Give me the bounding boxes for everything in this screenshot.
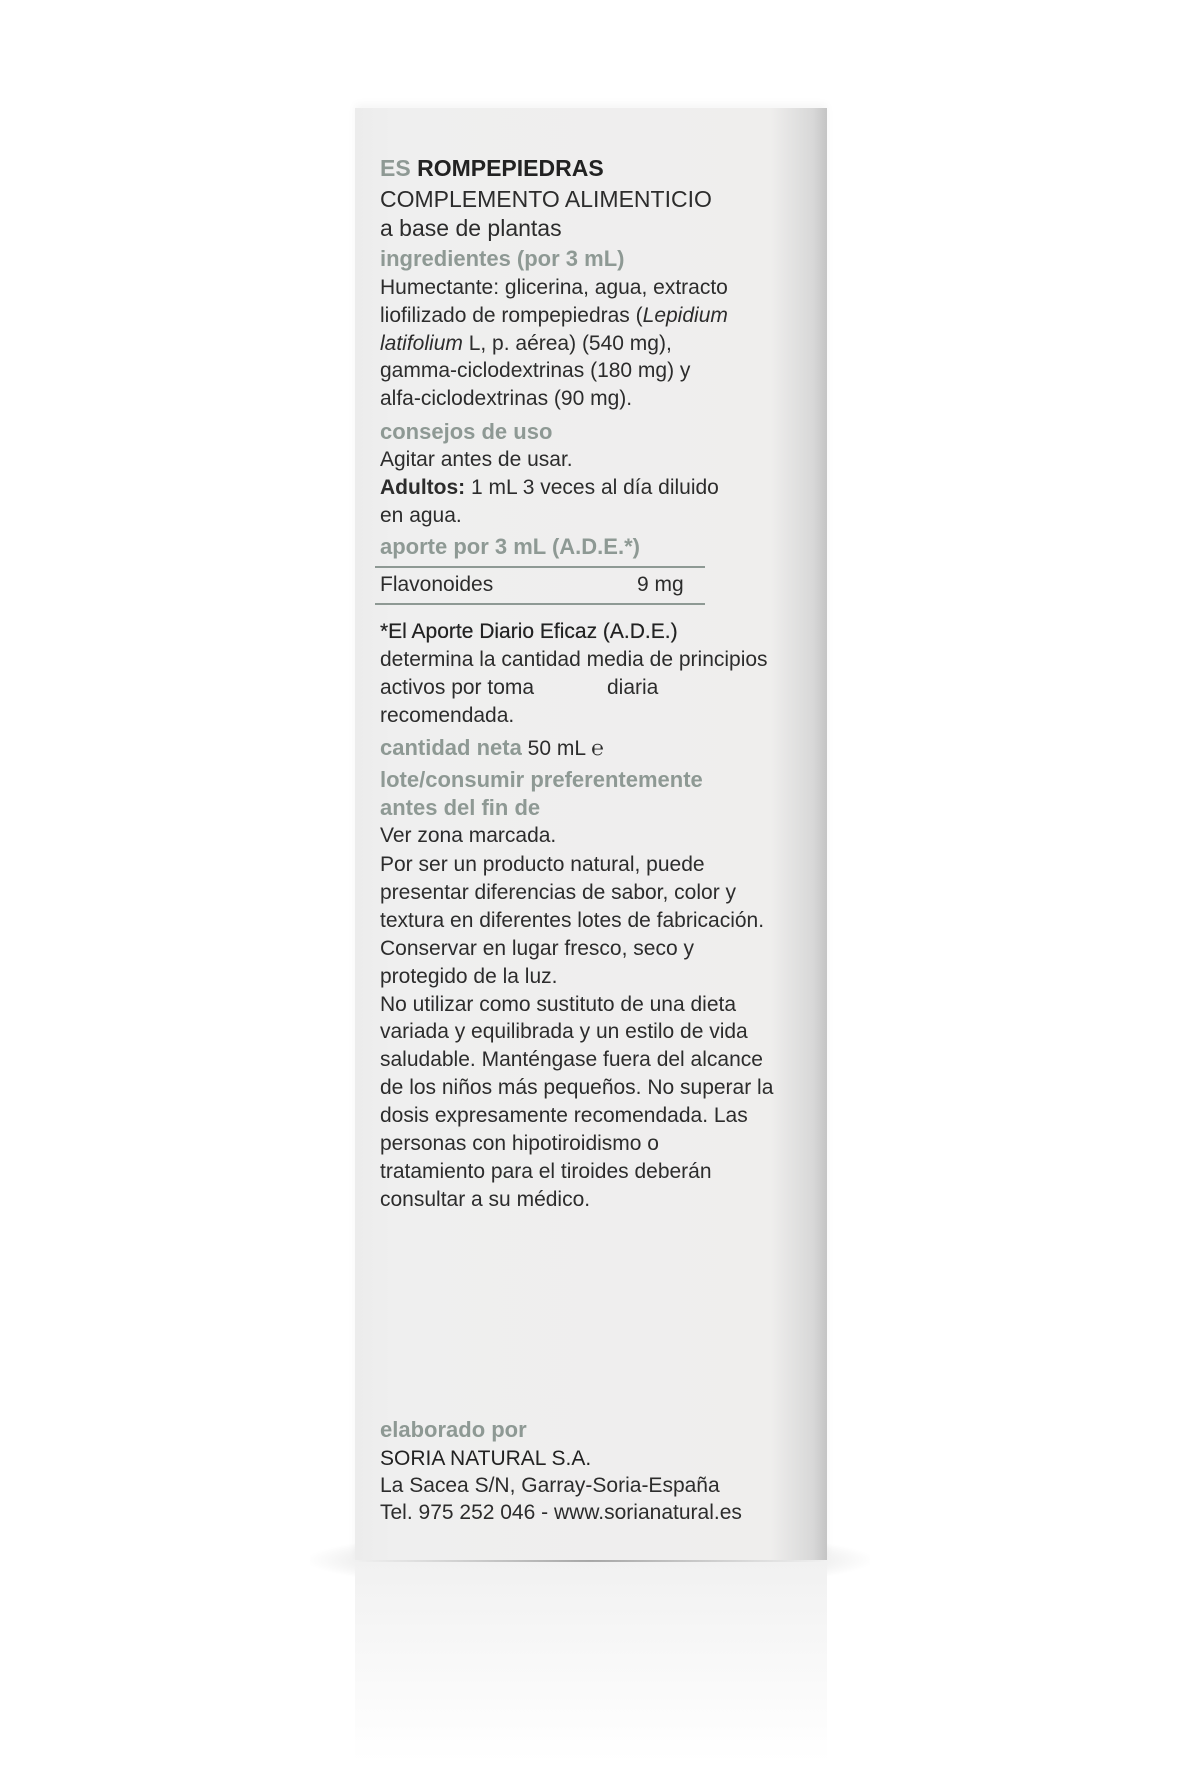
- table-top-rule: [375, 566, 705, 568]
- ingredients-line: Humectante: glicerina, agua, extracto: [380, 276, 728, 299]
- maker-address: La Sacea S/N, Garray-Soria-España: [380, 1474, 720, 1497]
- note-line: Por ser un producto natural, puede: [380, 853, 705, 876]
- note-line: de los niños más pequeños. No superar la: [380, 1076, 774, 1100]
- net-value: 50 mL: [527, 737, 586, 760]
- table-bottom-rule: [375, 603, 705, 605]
- ingredients-line: [380, 302, 728, 330]
- usage-line: Agitar antes de usar.: [380, 448, 573, 471]
- ingredients-text: L, p. aérea) (540 mg),: [462, 332, 672, 355]
- box-reflection: [355, 1562, 827, 1762]
- note-line: protegido de la luz.: [380, 964, 558, 988]
- net-quantity: [380, 734, 604, 763]
- footnote-line: determina la cantidad media de principios: [380, 648, 768, 671]
- latin-name: Lepidium: [642, 304, 728, 327]
- table-row-name: Flavonoides: [380, 573, 494, 596]
- ingredients-line: [380, 330, 672, 358]
- latin-name: latifolium: [380, 332, 463, 355]
- footnote-title: *El Aporte Diario Eficaz (A.D.E.): [380, 620, 678, 643]
- ingredients-heading: ingredientes (por 3 mL): [380, 246, 625, 271]
- adults-label: Adultos:: [380, 476, 466, 499]
- footnote-line: activos por toma: [380, 676, 535, 699]
- adults-dose: 1 mL 3 veces al día diluido: [465, 476, 719, 499]
- product-name: ROMPEPIEDRAS: [417, 155, 604, 181]
- lot-heading: antes del fin de: [380, 795, 541, 820]
- note-line: personas con hipotiroidismo o: [380, 1132, 659, 1155]
- ingredients-text: liofilizado de rompepiedras (: [380, 304, 643, 327]
- usage-heading: consejos de uso: [380, 419, 553, 444]
- subtitle-2: a base de plantas: [380, 215, 562, 241]
- language-code: ES: [380, 155, 411, 181]
- footnote-line: diaria: [607, 676, 659, 699]
- lot-heading: lote/consumir preferentemente: [380, 767, 703, 792]
- note-line: No utilizar como sustituto de una dieta: [380, 992, 737, 1016]
- usage-line: en agua.: [380, 504, 462, 527]
- note-line: presentar diferencias de sabor, color y: [380, 880, 737, 904]
- note-line: Conservar en lugar fresco, seco y: [380, 936, 694, 960]
- note-line: tratamiento para el tiroides deberán: [380, 1159, 712, 1183]
- note-line: variada y equilibrada y un estilo de vida: [380, 1020, 748, 1044]
- table-row-value: 9 mg: [637, 573, 684, 596]
- note-line: textura en diferentes lotes de fabricación.: [380, 908, 765, 932]
- maker-heading: elaborado por: [380, 1417, 527, 1442]
- contribution-heading: aporte por 3 mL (A.D.E.*): [380, 534, 640, 559]
- usage-line: [380, 474, 719, 502]
- footnote-line: recomendada.: [380, 704, 515, 727]
- subtitle-1: COMPLEMENTO ALIMENTICIO: [380, 186, 712, 212]
- estimated-sign-icon: ℮: [591, 737, 604, 760]
- note-line: consultar a su médico.: [380, 1187, 591, 1211]
- product-title: [380, 154, 604, 182]
- net-label: cantidad neta: [380, 735, 522, 760]
- maker-contact: Tel. 975 252 046 - www.sorianatural.es: [380, 1501, 742, 1524]
- maker-name: SORIA NATURAL S.A.: [380, 1447, 592, 1470]
- lot-text: Ver zona marcada.: [380, 824, 557, 847]
- note-line: saludable. Manténgase fuera del alcance: [380, 1048, 763, 1072]
- note-line: dosis expresamente recomendada. Las: [380, 1104, 748, 1128]
- ingredients-line: alfa-ciclodextrinas (90 mg).: [380, 387, 633, 410]
- ingredients-line: gamma-ciclodextrinas (180 mg) y: [380, 359, 691, 382]
